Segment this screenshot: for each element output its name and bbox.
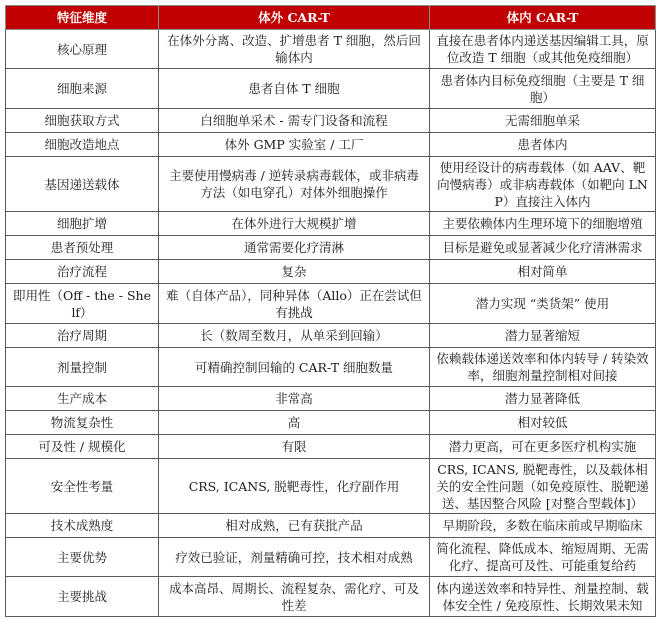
table-row [6, 30, 656, 69]
cell-dimension: 技术成熟度 [6, 514, 159, 538]
cell-in-vivo: 患者体内 [430, 133, 656, 157]
cell-ex-vivo: 可精确控制回输的 CAR-T 细胞数量 [159, 348, 430, 387]
cell-dimension: 主要挑战 [6, 577, 159, 617]
cell-dimension: 可及性 / 规模化 [6, 435, 159, 459]
table-row [6, 69, 656, 109]
cell-ex-vivo: 长（数周至数月，从单采到回输） [159, 324, 430, 348]
table-row [6, 411, 656, 435]
table-row [6, 157, 656, 212]
table-row [6, 577, 656, 617]
cell-in-vivo: CRS, ICANS, 脱靶毒性，以及载体相关的安全性问题（如免疫原性、脱靶递送、基因整合风险 [对整合型载体]） [430, 459, 656, 514]
cell-ex-vivo: 白细胞单采术 - 需专门设备和流程 [159, 109, 430, 133]
cell-ex-vivo: 成本高昂、周期长、流程复杂、需化疗、可及性差 [159, 577, 430, 617]
cell-ex-vivo: CRS, ICANS, 脱靶毒性，化疗副作用 [159, 459, 430, 514]
table-row [6, 459, 656, 514]
cell-in-vivo: 依赖载体递送效率和体内转导 / 转染效率，细胞剂量控制相对间接 [430, 348, 656, 387]
cell-in-vivo: 潜力实现 “类货架” 使用 [430, 284, 656, 324]
cell-ex-vivo: 复杂 [159, 260, 430, 284]
table-row [6, 514, 656, 538]
cell-in-vivo: 相对较低 [430, 411, 656, 435]
cell-ex-vivo: 相对成熟，已有获批产品 [159, 514, 430, 538]
cell-ex-vivo: 难（自体产品），同种异体（Allo）正在尝试但有挑战 [159, 284, 430, 324]
cell-dimension: 核心原理 [6, 30, 159, 69]
header-dimension: 特征维度 [6, 6, 159, 30]
cell-ex-vivo: 有限 [159, 435, 430, 459]
cell-dimension: 主要优势 [6, 538, 159, 577]
cell-dimension: 即用性（Off - the - Shelf） [6, 284, 159, 324]
table-row [6, 212, 656, 236]
cell-in-vivo: 相对简单 [430, 260, 656, 284]
header-ex-vivo: 体外 CAR-T [159, 6, 430, 30]
cell-ex-vivo: 在体外进行大规模扩增 [159, 212, 430, 236]
table-row [6, 284, 656, 324]
cell-in-vivo: 潜力显著缩短 [430, 324, 656, 348]
cell-dimension: 治疗周期 [6, 324, 159, 348]
table-row [6, 133, 656, 157]
cell-dimension: 安全性考量 [6, 459, 159, 514]
table-row [6, 387, 656, 411]
cell-in-vivo: 无需细胞单采 [430, 109, 656, 133]
cell-ex-vivo: 通常需要化疗清淋 [159, 236, 430, 260]
cell-dimension: 基因递送载体 [6, 157, 159, 212]
cell-dimension: 细胞扩增 [6, 212, 159, 236]
cell-ex-vivo: 主要使用慢病毒 / 逆转录病毒载体，或非病毒方法（如电穿孔）对体外细胞操作 [159, 157, 430, 212]
cell-dimension: 细胞来源 [6, 69, 159, 109]
cell-in-vivo: 使用经设计的病毒载体（如 AAV、靶向慢病毒）或非病毒载体（如靶向 LNP）直接注入体内 [430, 157, 656, 212]
table-row [6, 538, 656, 577]
cell-ex-vivo: 患者自体 T 细胞 [159, 69, 430, 109]
cell-in-vivo: 早期阶段，多数在临床前或早期临床 [430, 514, 656, 538]
table-row [6, 260, 656, 284]
table-row [6, 109, 656, 133]
header-in-vivo: 体内 CAR-T [430, 6, 656, 30]
cell-in-vivo: 主要依赖体内生理环境下的细胞增殖 [430, 212, 656, 236]
cell-in-vivo: 直接在患者体内递送基因编辑工具，原位改造 T 细胞（或其他免疫细胞） [430, 30, 656, 69]
cell-dimension: 细胞获取方式 [6, 109, 159, 133]
table-row [6, 324, 656, 348]
table-row [6, 348, 656, 387]
comparison-table [5, 5, 656, 617]
cell-in-vivo: 潜力更高，可在更多医疗机构实施 [430, 435, 656, 459]
cell-dimension: 治疗流程 [6, 260, 159, 284]
cell-in-vivo: 简化流程、降低成本、缩短周期、无需化疗、提高可及性、可能重复给药 [430, 538, 656, 577]
header-row [6, 6, 656, 30]
cell-dimension: 剂量控制 [6, 348, 159, 387]
cell-dimension: 细胞改造地点 [6, 133, 159, 157]
table-row [6, 435, 656, 459]
cell-in-vivo: 患者体内目标免疫细胞（主要是 T 细胞） [430, 69, 656, 109]
cell-in-vivo: 目标是避免或显著减少化疗清淋需求 [430, 236, 656, 260]
cell-dimension: 生产成本 [6, 387, 159, 411]
cell-ex-vivo: 体外 GMP 实验室 / 工厂 [159, 133, 430, 157]
cell-in-vivo: 体内递送效率和特异性、剂量控制、载体安全性 / 免疫原性、长期效果未知 [430, 577, 656, 617]
cell-ex-vivo: 高 [159, 411, 430, 435]
cell-ex-vivo: 非常高 [159, 387, 430, 411]
cell-dimension: 物流复杂性 [6, 411, 159, 435]
table-row [6, 236, 656, 260]
cell-dimension: 患者预处理 [6, 236, 159, 260]
cell-ex-vivo: 在体外分离、改造、扩增患者 T 细胞，然后回输体内 [159, 30, 430, 69]
cell-ex-vivo: 疗效已验证，剂量精确可控，技术相对成熟 [159, 538, 430, 577]
cell-in-vivo: 潜力显著降低 [430, 387, 656, 411]
